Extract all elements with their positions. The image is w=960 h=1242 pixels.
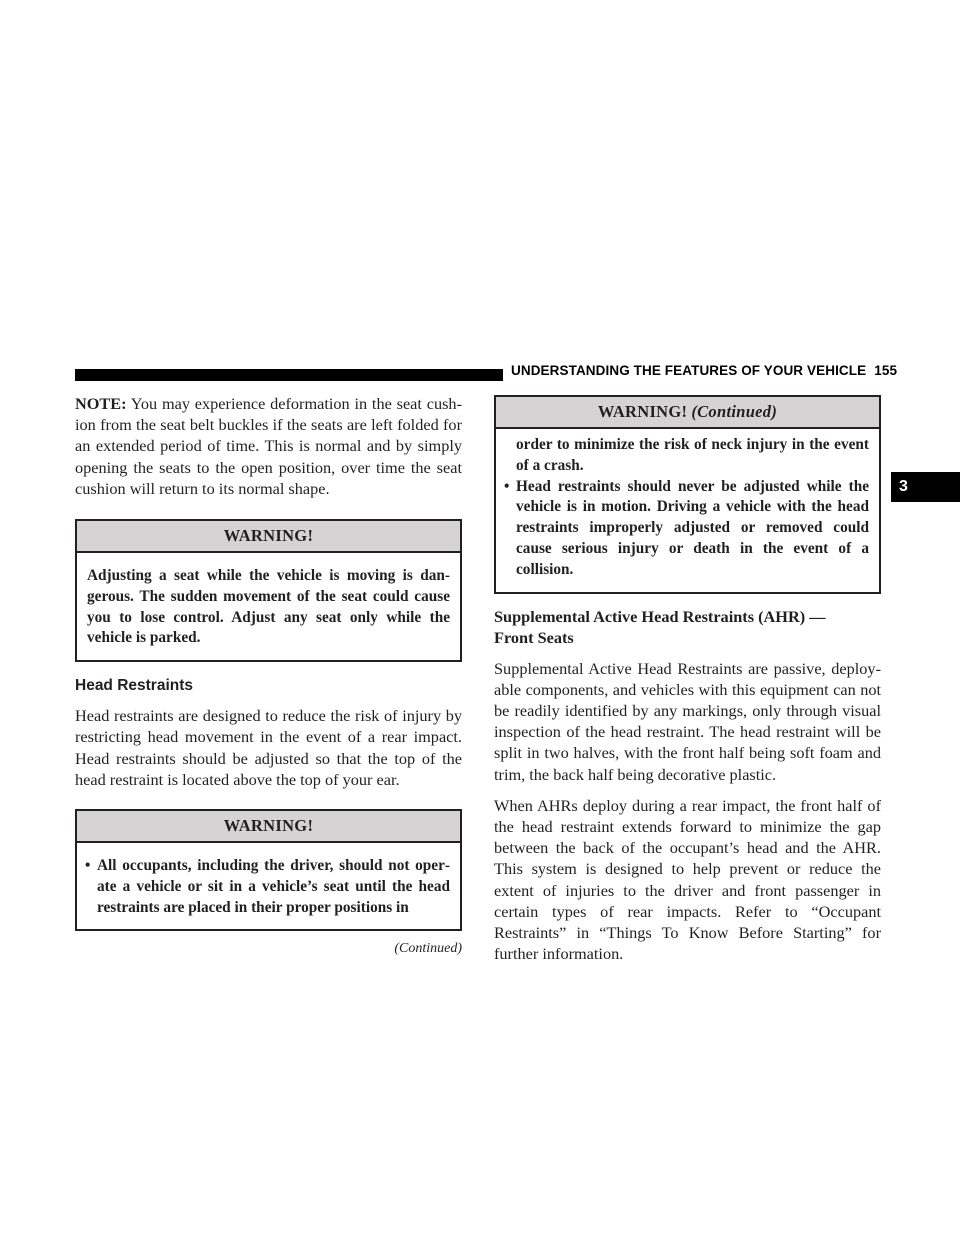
header-rule: [75, 369, 503, 381]
note-label: NOTE:: [75, 394, 127, 413]
warning-title: WARNING!: [77, 521, 460, 553]
subsection-heading-ahr: [494, 606, 881, 648]
warning-bullet: [506, 477, 869, 581]
header-title: UNDERSTANDING THE FEATURES OF YOUR VEHICLE: [511, 363, 867, 378]
warning-body: [496, 429, 879, 592]
continued-label: (Continued): [394, 941, 462, 957]
warning-title: [496, 397, 879, 429]
warning-box-continued: [494, 395, 881, 594]
note-text: You may experience deformation in the seat cushion from the seat belt buckles if the seats are left folded for an extended period of time. This is normal and by simply opening the seats to the open position, over time the seat cushion will return to its normal shape.: [75, 394, 462, 498]
chapter-tab: 3: [891, 472, 960, 502]
head-restraints-paragraph: Head restraints are designed to reduce the risk of injury by restricting head movement in the event of a rear impact. Head restraints should be adjusted so that the top of the head restraint is located above the top of your ear.: [75, 706, 462, 789]
warning-bullet-text: Head restraints should never be adjusted while the vehicle is in motion. Driving a vehicle with the head restraints improperly adjusted or removed could cause serious injury or death in the event of a collision.: [516, 477, 869, 578]
warning-continuation-text: order to minimize the risk of neck injury in the event of a crash.: [516, 436, 869, 474]
warning-text: Adjusting a seat while the vehicle is moving is dangerous. The sudden movement of the seat could cause you to lose control. Adjust any seat only while the vehicle is parked.: [87, 567, 450, 647]
section-heading-head-restraints: Head Restraints: [75, 677, 194, 695]
ahr-paragraph-1: Supplemental Active Head Restraints are passive, deployable components, and vehicles with this equipment can not be readily identified by any markings, only through visual inspection of the head restraint. The head restraint will be split in two halves, with the front half being soft foam and trim, the back half being decorative plastic.: [494, 658, 881, 784]
warning-box-seat-adjust: [75, 519, 462, 662]
warning-bullet: [87, 856, 450, 918]
note-paragraph: [75, 393, 462, 499]
right-column: [494, 393, 881, 964]
warning-title-text: WARNING!: [597, 402, 688, 421]
bullet-icon: •: [85, 857, 91, 875]
warning-box-head-restraints: [75, 809, 462, 931]
subsection-heading-line2: Front Seats: [494, 627, 574, 647]
page-number: 155: [874, 363, 898, 378]
running-header: [511, 363, 898, 378]
warning-body: [77, 843, 460, 929]
ahr-paragraph-2: When AHRs deploy during a rear impact, the front half of the head restraint extends forward to minimize the gap between the back of the occupant’s head and the AHR. This system is designed to help prevent or reduce the extent of injuries to the driver and front passenger in certain types of rear impacts. Refer to “Occupant Restraints” in “Things To Know Before Starting” for further information.: [494, 795, 881, 964]
subsection-heading-line1: Supplemental Active Head Restraints (AHR) —: [494, 606, 826, 626]
warning-bullet-text: All occupants, including the driver, should not operate a vehicle or sit in a vehicle’s seat until the head restraints are placed in their proper positions in: [97, 857, 450, 916]
bullet-icon: •: [504, 477, 510, 495]
left-column: [75, 393, 462, 957]
warning-title-continued: (Continued): [691, 402, 778, 421]
warning-title: WARNING!: [77, 811, 460, 843]
